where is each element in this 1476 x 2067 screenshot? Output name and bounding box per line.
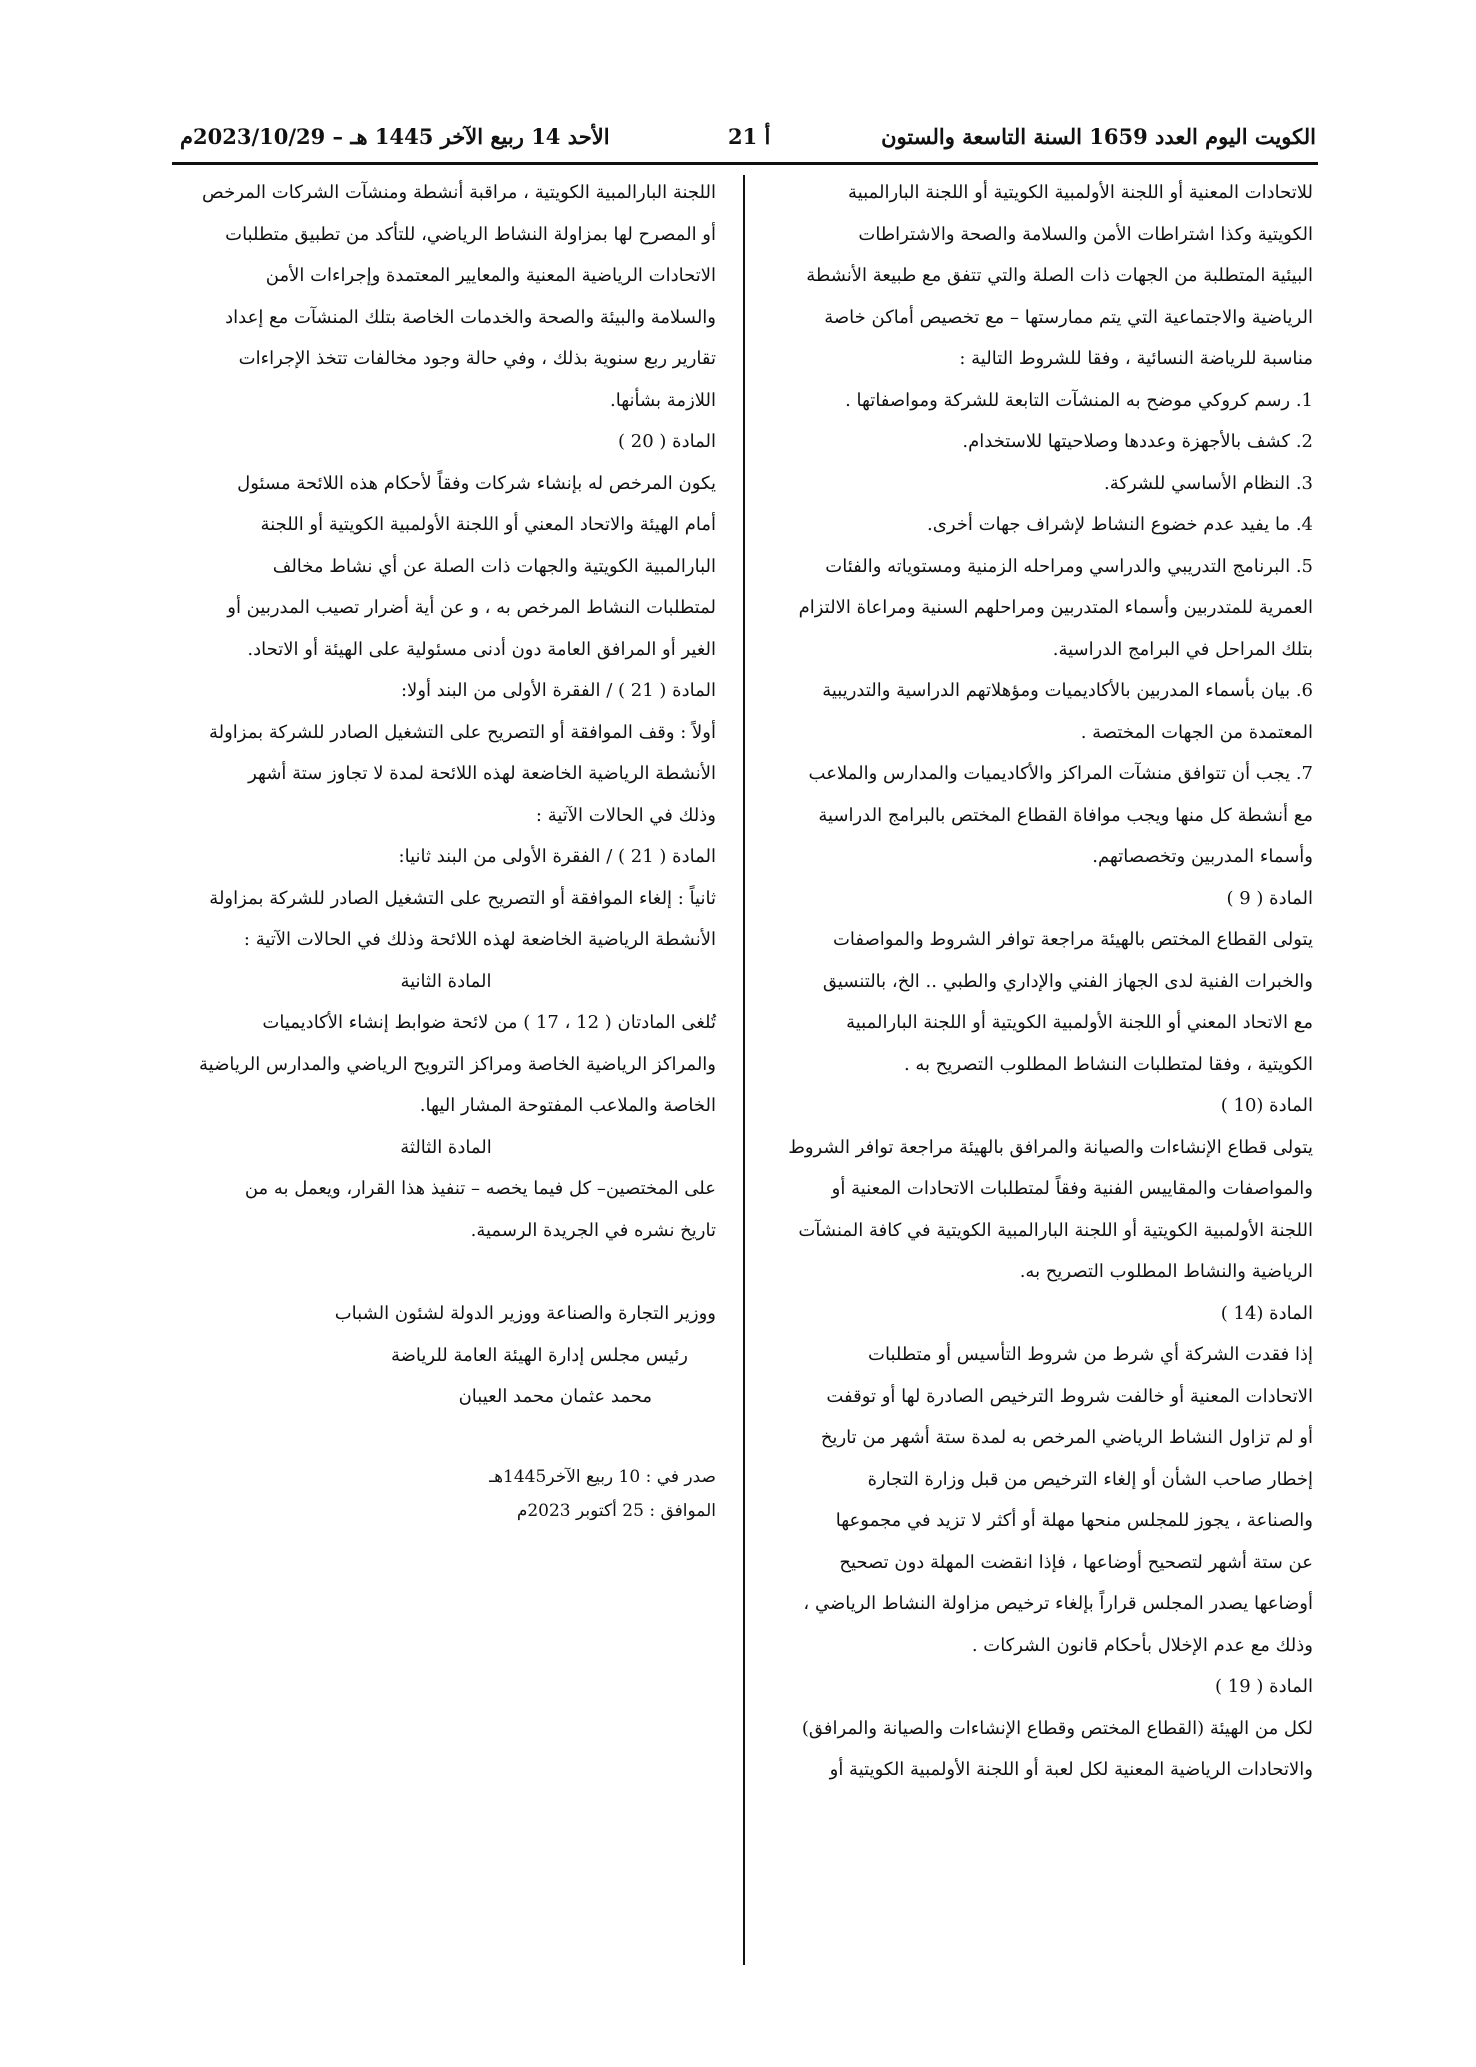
text-line: لكل من الهيئة (القطاع المختص وقطاع الإنشاءات والصيانة والمرافق) [801, 1717, 1313, 1739]
text-line: الكويتية ، وفقا لمتطلبات النشاط المطلوب التصريح به . [903, 1053, 1313, 1075]
text-line: الرياضية والنشاط المطلوب التصريح به. [1019, 1261, 1313, 1282]
text-line: لمتطلبات النشاط المرخص به ، و عن أية أضرار تصيب المدربين أو [227, 597, 716, 618]
text-line: تُلغى المادتان ( 12 ، 17 ) من لائحة ضوابط إنشاء الأكاديميات [262, 1012, 716, 1033]
text-line: البيئية المتطلبة من الجهات ذات الصلة والتي تتفق مع طبيعة الأنشطة [806, 265, 1313, 286]
text-line: والسلامة والبيئة والصحة والخدمات الخاصة بتلك المنشآت مع إعداد [225, 306, 716, 328]
text-line: العمرية للمتدربين وأسماء المتدربين ومراحلهم السنية ومراعاة الالتزام [798, 597, 1313, 618]
text-line: إخطار صاحب الشأن أو إلغاء الترخيص من قبل وزارة التجارة [867, 1468, 1313, 1490]
text-line: الرياضية والاجتماعية التي يتم ممارستها – مع تخصيص أماكن خاصة [824, 306, 1313, 328]
article-heading: المادة (10 ) [1220, 1095, 1313, 1116]
text-line: تقارير ربع سنوية بذلك ، وفي حالة وجود مخالفات تتخذ الإجراءات [238, 348, 716, 369]
text-line: مع أنشطة كل منها ويجب موافاة القطاع المختص بالبرامج الدراسية [818, 804, 1313, 826]
text-line: اللجنة الأولمبية الكويتية أو اللجنة البارالمبية الكويتية في كافة المنشآت [798, 1219, 1313, 1241]
text-line: اللجنة البارالمبية الكويتية ، مراقبة أنشطة ومنشآت الشركات المرخص [202, 182, 716, 203]
text-line: على المختصين– كل فيما يخصه – تنفيذ هذا القرار، ويعمل به من [244, 1178, 716, 1199]
text-line: بتلك المراحل في البرامج الدراسية. [1052, 638, 1313, 660]
text-line: الأنشطة الرياضية الخاضعة لهذه اللائحة وذلك في الحالات الآتية : [243, 929, 716, 950]
text-line: البارالمبية الكويتية والجهات ذات الصلة عن أي نشاط مخالف [272, 555, 716, 577]
text-line: يكون المرخص له بإنشاء شركات وفقاً لأحكام هذه اللائحة مسئول [237, 472, 716, 494]
text-line: مع الاتحاد المعني أو اللجنة الأولمبية الكويتية أو اللجنة البارالمبية [846, 1012, 1313, 1033]
text-line: وذلك مع عدم الإخلال بأحكام قانون الشركات . [971, 1634, 1313, 1656]
signature-role: رئيس مجلس إدارة الهيئة العامة للرياضة [390, 1344, 688, 1366]
text-line: الخاصة والملاعب المفتوحة المشار اليها. [419, 1095, 716, 1116]
text-line: أو لم تزاول النشاط الرياضي المرخص به لمدة ستة أشهر من تاريخ [820, 1427, 1313, 1448]
article-heading: المادة (14 ) [1220, 1302, 1313, 1324]
text-line: والمراكز الرياضية الخاصة ومراكز الترويح الرياضي والمدارس الرياضية [199, 1053, 716, 1075]
text-line: والصناعة ، يجوز للمجلس منحها مهلة أو أكثر لا تزيد في مجموعها [835, 1510, 1313, 1531]
text-line: المعتمدة من الجهات المختصة . [1080, 721, 1313, 743]
header-divider [172, 162, 1318, 165]
text-line: يتولى قطاع الإنشاءات والصيانة والمرافق بالهيئة مراجعة توافر الشروط [788, 1136, 1313, 1158]
text-line: أو المصرح لها بمزاولة النشاط الرياضي، للتأكد من تطبيق متطلبات [225, 223, 716, 245]
page-header [180, 118, 1316, 166]
text-line: أمام الهيئة والاتحاد المعني أو اللجنة الأولمبية الكويتية أو اللجنة [260, 514, 716, 535]
text-line: أولاً : وقف الموافقة أو التصريح على التشغيل الصادر للشركة بمزاولة [208, 721, 716, 743]
text-line: الأنشطة الرياضية الخاضعة لهذه اللائحة لمدة لا تجاوز ستة أشهر [248, 763, 716, 784]
article-heading: المادة ( 19 ) [1215, 1676, 1313, 1697]
list-item: 2. كشف بالأجهزة وعددها وصلاحيتها للاستخدام. [962, 431, 1313, 452]
text-line: الغير أو المرافق العامة دون أدنى مسئولية على الهيئة أو الاتحاد. [247, 638, 716, 660]
text-line: إذا فقدت الشركة أي شرط من شروط التأسيس أو متطلبات [868, 1344, 1313, 1365]
text-line: عن ستة أشهر لتصحيح أوضاعها ، فإذا انقضت المهلة دون تصحيح [839, 1551, 1313, 1573]
text-line: الاتحادات الرياضية المعنية والمعايير المعتمدة وإجراءات الأمن [265, 265, 716, 286]
article-heading: المادة ( 20 ) [618, 431, 716, 452]
text-line: وأسماء المدربين وتخصصاتهم. [1092, 846, 1313, 867]
text-line: أوضاعها يصدر المجلس قراراً بإلغاء ترخيص مزاولة النشاط الرياضي ، [803, 1593, 1313, 1614]
text-line: الكويتية وكذا اشتراطات الأمن والسلامة والصحة والاشتراطات [858, 223, 1313, 245]
text-line: للاتحادات المعنية أو اللجنة الأولمبية الكويتية أو اللجنة البارالمبية [848, 182, 1313, 203]
issued-gregorian-date: الموافق : 25 أكتوبر 2023م [516, 1500, 716, 1521]
list-item: 6. بيان بأسماء المدربين بالأكاديميات ومؤهلاتهم الدراسية والتدريبية [822, 680, 1313, 701]
spacer [176, 1251, 716, 1293]
text-line: ثانياً : إلغاء الموافقة أو التصريح على التشغيل الصادر للشركة بمزاولة [209, 887, 716, 909]
article-heading: المادة الثالثة [400, 1136, 492, 1158]
text-line: اللازمة بشأنها. [610, 389, 716, 411]
header-page-number: أ 21 [728, 124, 771, 149]
article-heading: المادة ( 21 ) / الفقرة الأولى من البند ثانيا: [398, 846, 716, 867]
article-heading: المادة ( 21 ) / الفقرة الأولى من البند أولا: [400, 680, 716, 701]
text-line: مناسبة للرياضة النسائية ، وفقا للشروط التالية : [959, 348, 1313, 369]
article-heading: المادة ( 9 ) [1226, 887, 1313, 909]
text-line: تاريخ نشره في الجريدة الرسمية. [470, 1219, 716, 1241]
text-line: يتولى القطاع المختص بالهيئة مراجعة توافر الشروط والمواصفات [832, 929, 1313, 950]
list-item: 4. ما يفيد عدم خضوع النشاط لإشراف جهات أخرى. [927, 514, 1313, 535]
header-issue: الكويت اليوم العدد 1659 السنة التاسعة والستون [881, 124, 1316, 149]
text-line: والخبرات الفنية لدى الجهاز الفني والإداري والطبي .. الخ، بالتنسيق [822, 970, 1313, 992]
list-item: 1. رسم كروكي موضح به المنشآت التابعة للشركة ومواصفاتها . [845, 389, 1313, 411]
text-line: والمواصفات والمقاييس الفنية وفقاً لمتطلبات الاتحادات المعنية أو [831, 1178, 1313, 1199]
text-line: والاتحادات الرياضية المعنية لكل لعبة أو اللجنة الأولمبية الكويتية أو [829, 1759, 1313, 1780]
list-item: 5. البرنامج التدريبي والدراسي ومراحله الزمنية ومستوياته والفئات [825, 555, 1313, 577]
article-heading: المادة الثانية [400, 970, 492, 992]
list-item: 7. يجب أن تتوافق منشآت المراكز والأكاديميات والمدارس والملاعب [808, 763, 1313, 784]
signature-title: ووزير التجارة والصناعة ووزير الدولة لشئون الشباب [334, 1303, 716, 1324]
issued-date: صدر في : 10 ربيع الآخر1445هـ [489, 1466, 716, 1487]
text-line: وذلك في الحالات الآتية : [535, 804, 716, 826]
list-item: 3. النظام الأساسي للشركة. [1104, 472, 1313, 494]
signature-name: محمد عثمان محمد العيبان [458, 1386, 652, 1407]
text-line: الاتحادات المعنية أو خالفت شروط الترخيص الصادرة لها أو توقفت [826, 1385, 1313, 1407]
left-column [176, 172, 716, 1528]
right-column [773, 172, 1313, 1791]
spacer [176, 1418, 716, 1460]
column-divider [743, 175, 745, 1965]
header-date: الأحد 14 ربيع الآخر 1445 هـ – 2023/10/29م [180, 124, 610, 149]
